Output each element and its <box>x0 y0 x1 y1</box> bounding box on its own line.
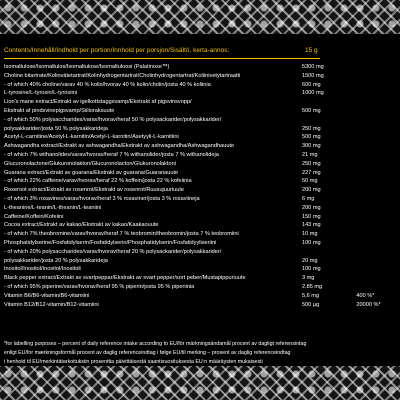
ingredient-row <box>4 89 396 98</box>
ingredient-percent <box>356 89 396 98</box>
ingredient-name: - of which 7% theobromine/varav/hvorav/heraf 7 % teobromin/theobromin/josta 7 % teobromiini <box>4 231 239 238</box>
ingredient-row <box>4 81 396 90</box>
ingredient-amount: 250 mg <box>301 160 321 167</box>
serving-size: 15 g <box>305 47 318 54</box>
ingredient-name: Inositol/Inositol/Inositol/Inositoli <box>4 266 81 273</box>
ingredient-percent <box>356 142 396 151</box>
ingredient-percent <box>356 274 396 283</box>
ingredient-name: - of which 50% polysaccharides/varav/hvorav/heraf 50 % polysackarider/polysakkarider/ <box>4 116 222 123</box>
ingredient-percent <box>356 177 396 186</box>
ingredient-percent <box>356 204 396 213</box>
ingredient-amount: 3 mg <box>301 275 315 282</box>
ingredient-percent <box>356 169 396 178</box>
footnote-line: i henhold til EU/merkintätarkoituksiin prosenttia päivittäisestä saantisuosituksesta EU:n määräysten mukaisesti <box>4 359 263 365</box>
ingredient-row <box>4 239 396 248</box>
ingredient-table <box>4 63 396 309</box>
ingredient-row <box>4 195 396 204</box>
ingredient-name: - of which 95% piperine/varav/hvorav/heraf 95 % piperin/josta 95 % piperiinia <box>4 283 195 290</box>
ingredient-percent <box>356 248 396 257</box>
ingredient-amount: 20 mg <box>301 257 318 264</box>
ingredient-row <box>4 186 396 195</box>
ingredient-amount: 6 mg <box>301 195 315 202</box>
ingredient-row <box>4 151 396 160</box>
ingredient-name: - of which 40% choline/varav 40 % kolin/hvorav 40 % kolin/cholin/josta 40 % koliinia <box>4 81 211 88</box>
ingredient-percent <box>356 151 396 160</box>
ingredient-percent <box>356 239 396 248</box>
ingredient-amount: 10 mg <box>301 231 318 238</box>
ingredient-row <box>4 63 396 72</box>
ingredient-row <box>4 116 396 125</box>
ingredient-amount <box>302 116 356 125</box>
ingredient-row <box>4 213 396 222</box>
ingredient-row <box>4 230 396 239</box>
ingredient-name: Acetyl-L-carnitine/Acetyl-L-karnitin/Acetyl-L-karnitin/Asetyyli-L-karnitiini <box>4 134 179 141</box>
ingredient-percent <box>356 81 396 90</box>
ingredient-name: - of which 7% withanolides/varav/hvorav/heraf 7 % withanolider/josta 7 % withanolideja <box>4 151 219 158</box>
ingredient-row <box>4 133 396 142</box>
ingredient-percent: 20000 %* <box>356 301 381 308</box>
ingredient-percent <box>356 186 396 195</box>
ingredient-row <box>4 221 396 230</box>
ingredient-amount: 500 µg <box>301 301 320 308</box>
ingredient-amount: 5300 mg <box>301 64 324 70</box>
ingredient-amount: 100 mg <box>301 239 321 246</box>
ingredient-amount: 150 mg <box>301 213 321 220</box>
ingredient-amount: 300 mg <box>301 143 321 150</box>
ingredient-row <box>4 257 396 266</box>
ingredient-percent <box>356 125 396 134</box>
ingredient-row <box>4 248 396 257</box>
ingredient-row <box>4 177 396 186</box>
nutrition-panel <box>0 34 400 366</box>
ingredient-row <box>4 292 396 301</box>
ingredient-row <box>4 125 396 134</box>
decorative-pattern-top <box>0 0 400 34</box>
ingredient-row <box>4 160 396 169</box>
footnote-line: *for labelling purposes – percent of daily reference intake according to EU/för märkningsändamål procent av dagligt referensintag <box>4 341 307 347</box>
ingredient-name: Phosphatidylserine/Fosfatidylserin/Fosfatidylserin/Phosphatidylserin/Fosfatidyyliseriini <box>4 239 217 246</box>
ingredient-amount: 2.85 mg <box>301 283 323 290</box>
ingredient-name: Glucuronolactone/Glukuronolakton/Glucuronolacton/Glukuronolaktoni <box>4 160 176 167</box>
ingredient-percent <box>356 257 396 266</box>
ingredient-name: Lion's mane extract/Extrakt av igelkottstaggsvamp/Ekstrakt af pigsvinsvopp/ <box>4 99 192 106</box>
ingredient-name: Cocoa extract/Extrakt av kakao/Ekstrakt av kakao/Kaakaouute <box>4 222 159 229</box>
ingredient-percent <box>356 221 396 230</box>
ingredient-amount: 500 mg <box>301 107 321 114</box>
ingredient-amount: 143 mg <box>301 222 321 229</box>
contents-title: Contents/Innehåll/Indhold per portion/Innhold per porsjon/Sisältö, kerta-annos: <box>4 47 230 54</box>
ingredient-amount: 250 mg <box>301 125 321 132</box>
ingredient-amount <box>302 98 356 107</box>
ingredient-row <box>4 98 396 107</box>
ingredient-name: Isomaltulose/Isomaltulos/Isomaltulose/Isomaltuloosi (Palatinose™) <box>4 64 170 70</box>
ingredient-row <box>4 169 396 178</box>
ingredient-name: Choline bitartrate/Kolinvätetartrat/Kolinhydrogentartrat/Cholinhydrogentartrat/Koliinivetytartraatti <box>4 72 241 79</box>
ingredient-amount: 227 mg <box>301 169 321 176</box>
ingredient-amount: 100 mg <box>301 266 321 273</box>
header-divider <box>4 58 320 59</box>
ingredient-name: L-theanine/L-teanin/L-theanin/L-teaniini <box>4 204 102 211</box>
ingredient-name: Guarana extract/Extrakt av guarana/Ekstrakt av guarana/Guaranauute <box>4 169 179 176</box>
ingredient-name: - of which 22% caffeine/varav/hvorav/heraf 22 % koffein/josta 22 % kofeiinia <box>4 178 192 185</box>
ingredient-name: - of which 3% rosavines/varav/hvorav/heraf 3 % rosaviner/josta 3 % rosaviineja <box>4 195 200 202</box>
ingredient-percent <box>356 98 396 107</box>
ingredient-percent <box>356 133 396 142</box>
ingredient-name: Vitamin B6/B6-vitamin/B6-vitamiini <box>4 292 90 299</box>
ingredient-amount: 1000 mg <box>301 90 324 97</box>
decorative-pattern-bottom <box>0 366 400 400</box>
ingredient-name: polysakkarider/josta 50 % polysakkarideja <box>4 125 108 132</box>
ingredient-name: Ekstrakt af pindsvinepigsvamp/Siilioraksuute <box>4 107 115 114</box>
ingredient-percent <box>356 265 396 274</box>
ingredient-amount: 5,6 mg <box>301 292 320 299</box>
ingredient-amount: 1500 mg <box>301 72 324 79</box>
ingredient-percent: 400 %* <box>356 292 375 299</box>
ingredient-row <box>4 265 396 274</box>
footnote <box>4 340 396 367</box>
ingredient-amount <box>302 248 356 257</box>
ingredient-row <box>4 301 396 310</box>
ingredient-row <box>4 283 396 292</box>
ingredient-name: Vitamin B12/B12-vitamin/B12-vitamiini <box>4 301 99 308</box>
ingredient-name: L-tyrosine/L-tyrosin/L-tyrosiini <box>4 90 78 97</box>
ingredient-name: Roseroot extract/Extrakt av rosenrot/Ekstrakt av rosenrot/Ruusujuuriuute <box>4 187 185 194</box>
ingredient-percent <box>356 72 396 81</box>
ingredient-name: Caffeine/Koffein/Kofeiini <box>4 213 64 220</box>
ingredient-amount: 50 mg <box>301 178 318 185</box>
ingredient-percent <box>356 195 396 204</box>
ingredient-name: Black pepper extract/Extrakt av svartpeppar/Ekstrakt av svart pepper/sort peber/Mustapippuriuute <box>4 275 246 282</box>
ingredient-row <box>4 72 396 81</box>
ingredient-row <box>4 204 396 213</box>
ingredient-row <box>4 274 396 283</box>
ingredient-percent <box>356 116 396 125</box>
ingredient-amount: 600 mg <box>301 81 321 88</box>
ingredient-percent <box>356 107 396 116</box>
ingredient-amount: 21 mg <box>301 151 318 158</box>
ingredient-percent <box>356 283 396 292</box>
ingredient-percent <box>356 213 396 222</box>
ingredient-name: polysakkarider/josta 20 % polysakkarideja <box>4 257 108 264</box>
ingredient-amount: 200 mg <box>301 204 321 211</box>
footnote-line: enligt EU/for mærkningsformål procent av daglig referenceindtag i følge EU/til merking – prosent av daglig referenceindtag <box>4 350 291 356</box>
contents-header <box>4 47 396 58</box>
ingredient-row <box>4 142 396 151</box>
ingredient-amount: 500 mg <box>301 134 321 141</box>
ingredient-name: Ashwagandha extract/Extrakt av ashwagandha/Ekstrakt av ashwagandha/Ashwagandhauute <box>4 143 235 150</box>
ingredient-name: - of which 20% polysaccharides/varav/hvorav/heraf 20 % polysackarider/polysakkarider/ <box>4 248 222 255</box>
ingredient-row <box>4 107 396 116</box>
ingredient-amount: 200 mg <box>301 187 321 194</box>
ingredient-percent <box>356 63 396 72</box>
ingredient-percent <box>356 160 396 169</box>
ingredient-percent <box>356 230 396 239</box>
